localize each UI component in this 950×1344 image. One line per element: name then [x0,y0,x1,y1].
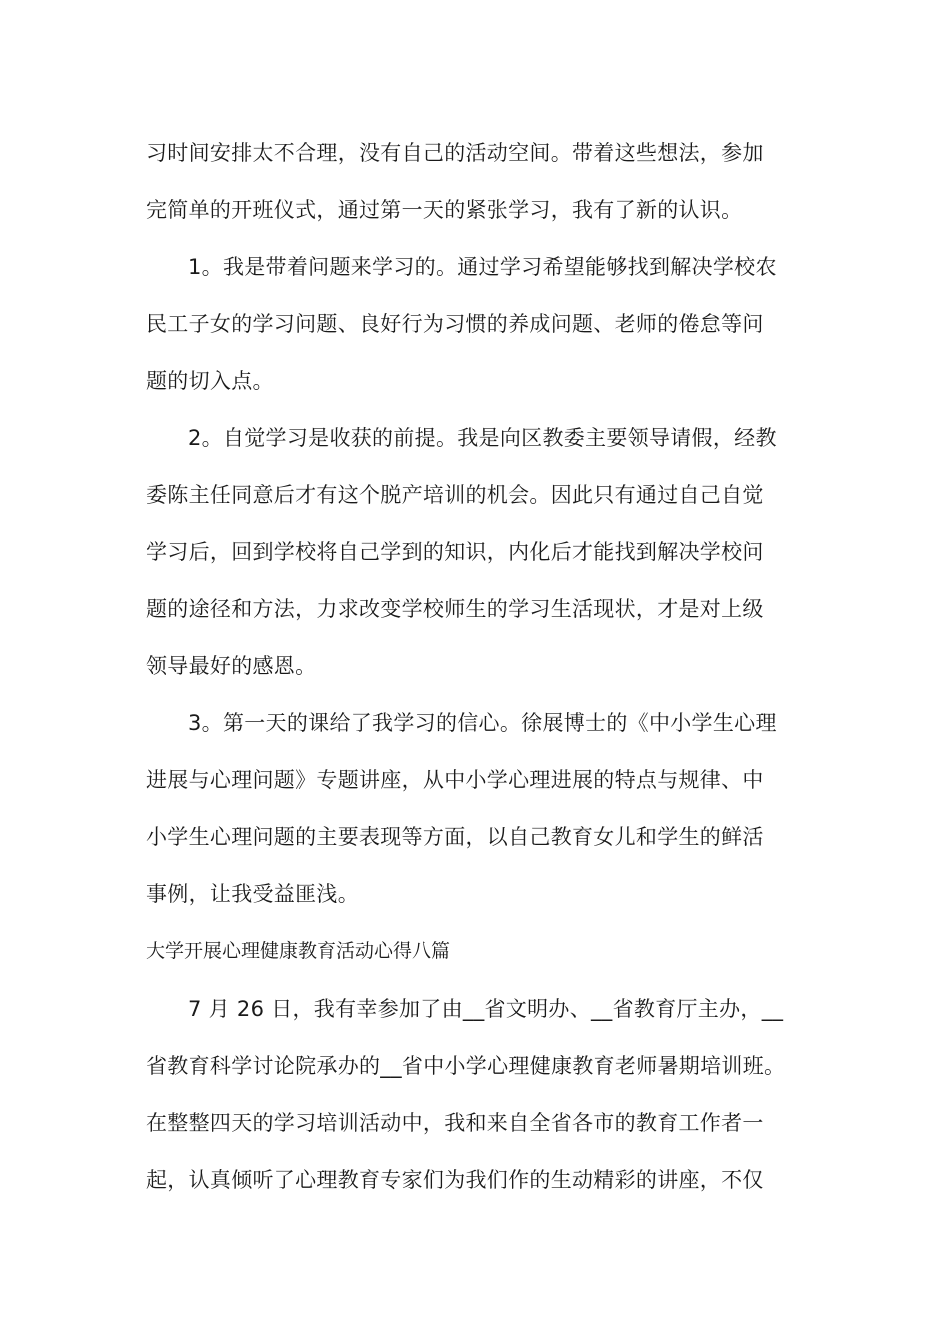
paragraph-line: 领导最好的感恩。 [146,654,317,678]
paragraph-line: 1。我是带着问题来学习的。通过学习希望能够找到解决学校农 [188,255,777,279]
paragraph-line: 习时间安排太不合理，没有自己的活动空间。带着这些想法，参加 [146,141,764,165]
paragraph-line: 2。自觉学习是收获的前提。我是向区教委主要领导请假，经教 [188,426,777,450]
paragraph-line: 省教育科学讨论院承办的__省中小学心理健康教育老师暑期培训班。 [146,1054,786,1078]
paragraph-line: 进展与心理问题》专题讲座，从中小学心理进展的特点与规律、中 [146,768,764,792]
paragraph-line: 题的切入点。 [146,369,274,393]
paragraph-line: 事例，让我受益匪浅。 [146,882,359,906]
paragraph-line: 起，认真倾听了心理教育专家们为我们作的生动精彩的讲座，不仅 [146,1168,764,1192]
paragraph-line: 完简单的开班仪式，通过第一天的紧张学习，我有了新的认识。 [146,198,743,222]
paragraph-line: 学习后，回到学校将自己学到的知识，内化后才能找到解决学校问 [146,540,764,564]
paragraph-line: 小学生心理问题的主要表现等方面，以自己教育女儿和学生的鲜活 [146,825,764,849]
paragraph-line: 在整整四天的学习培训活动中，我和来自全省各市的教育工作者一 [146,1111,764,1135]
paragraph-line: 3。第一天的课给了我学习的信心。徐展博士的《中小学生心理 [188,711,777,735]
paragraph-line: 题的途径和方法，力求改变学校师生的学习生活现状，才是对上级 [146,597,764,621]
paragraph-line: 民工子女的学习问题、良好行为习惯的养成问题、老师的倦怠等问 [146,312,764,336]
paragraph-line: 委陈主任同意后才有这个脱产培训的机会。因此只有通过自己自觉 [146,483,764,507]
paragraph-line: 7 月 26 日，我有幸参加了由__省文明办、__省教育厅主办，__ [188,997,784,1021]
section-title: 大学开展心理健康教育活动心得八篇 [146,940,451,962]
